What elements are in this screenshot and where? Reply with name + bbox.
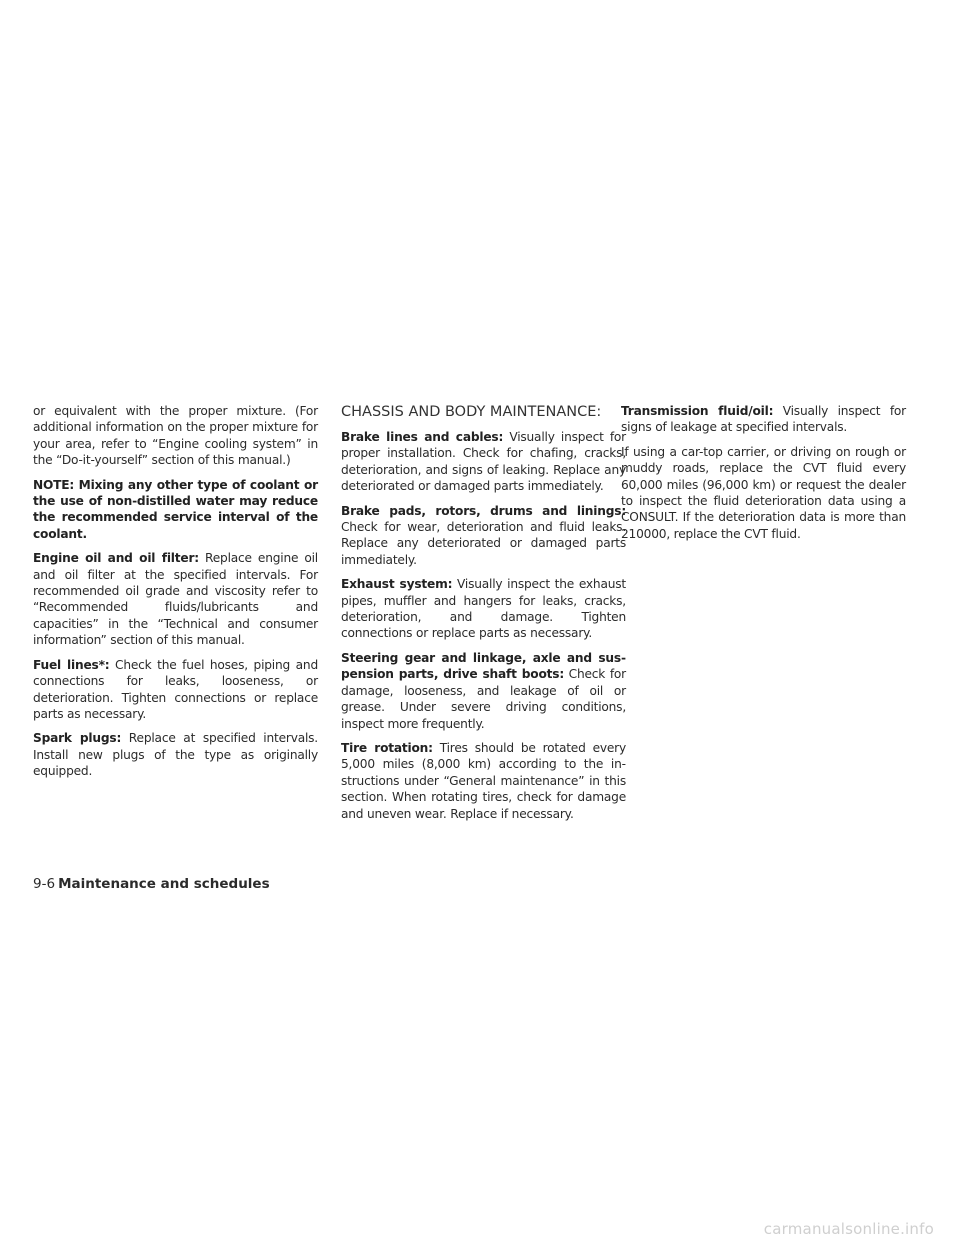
- brake-lines-title: Brake lines and cables:: [341, 430, 504, 444]
- cvt-paragraph: If using a car-top carrier, or driving on rough or muddy roads, replace the CVT fluid every 60,000 miles (96,000 km) or request the dealer to inspect the fluid deterioration data using a CONSULT. If the deterioration data is more than 210000, replace the CVT fluid.: [621, 444, 906, 541]
- exhaust-text: Visually inspect the exhaust pipes, muffler and hangers for leaks, cracks, deterioration, and damage. Tighten connections or replace parts as necessary.: [341, 577, 626, 641]
- brake-pads-title: Brake pads, rotors, drums and linings:: [341, 503, 626, 518]
- transmission-text: Visually inspect for signs of leakage at specified intervals.: [621, 404, 906, 435]
- brake-lines-paragraph: [341, 429, 626, 495]
- brake-lines-text: Visually inspect for proper installation. Check for chafing, cracks, deterioration, and signs of leaking. Replace any deteriorated or damaged parts immediately.: [341, 430, 626, 494]
- transmission-title: Transmission fluid/oil:: [621, 404, 774, 418]
- footer-section-title: Maintenance and schedules: [58, 876, 270, 892]
- transmission-paragraph: [621, 403, 906, 436]
- tire-rotation-paragraph: [341, 740, 626, 822]
- spark-plugs-paragraph: [33, 730, 318, 779]
- exhaust-title: Exhaust system:: [341, 577, 453, 592]
- page-number: 9-6: [33, 876, 56, 892]
- note-text: NOTE: Mixing any other type of coolant or the use of non-distilled water may reduce the recommended service interval of the coolant.: [33, 477, 318, 541]
- spark-plugs-text: Replace at specified intervals. Install new plugs of the type as originally equipped.: [33, 731, 318, 779]
- tire-rotation-text: Tires should be rotated every 5,000 miles (8,000 km) according to the instructions under “General maintenance” in this section. When rotating tires, check for damage and uneven wear. Replace if necessary.: [341, 740, 626, 821]
- brake-pads-text: Check for wear, deterioration and fluid leaks. Replace any deteriorated or damaged parts immediately.: [341, 520, 626, 567]
- steering-title: Steering gear and linkage, axle and suspension parts, drive shaft boots:: [341, 650, 626, 682]
- middle-column: [341, 403, 626, 830]
- right-column: [621, 403, 906, 550]
- spark-plugs-title: Spark plugs:: [33, 731, 122, 746]
- engine-oil-text: Replace engine oil and oil filter at the specified intervals. For recommended oil grade and viscosity refer to “Recommended fluids/lubricants and capacities” in the “Technical and consumer information” section of this manual.: [33, 551, 318, 648]
- engine-oil-paragraph: [33, 550, 318, 648]
- fuel-lines-text: Check the fuel hoses, piping and connections for leaks, looseness, or deterioration. Tighten connections or replace parts as necessary.: [33, 657, 318, 721]
- coolant-paragraph: or equivalent with the proper mixture. (For additional information on the proper mixture for your area, refer to “Engine cooling system” in the “Do-it-yourself” section of this manual.): [33, 404, 318, 468]
- engine-oil-title: Engine oil and oil filter:: [33, 551, 199, 566]
- page-footer: [33, 876, 270, 892]
- left-column: [33, 403, 318, 788]
- fuel-lines-title: Fuel lines*:: [33, 657, 110, 672]
- brake-pads-paragraph: [341, 503, 626, 569]
- tire-rotation-title: Tire rotation:: [341, 740, 433, 755]
- watermark: carmanualsonline.info: [763, 1220, 934, 1238]
- section-heading: CHASSIS AND BODY MAINTENANCE:: [341, 404, 602, 420]
- coolant-note: [33, 477, 318, 543]
- steering-paragraph: [341, 650, 626, 732]
- steering-text: Check for damage, looseness, and leakage of oil or grease. Under severe driving conditions, inspect more frequently.: [341, 667, 626, 731]
- fuel-lines-paragraph: [33, 657, 318, 723]
- exhaust-paragraph: [341, 576, 626, 642]
